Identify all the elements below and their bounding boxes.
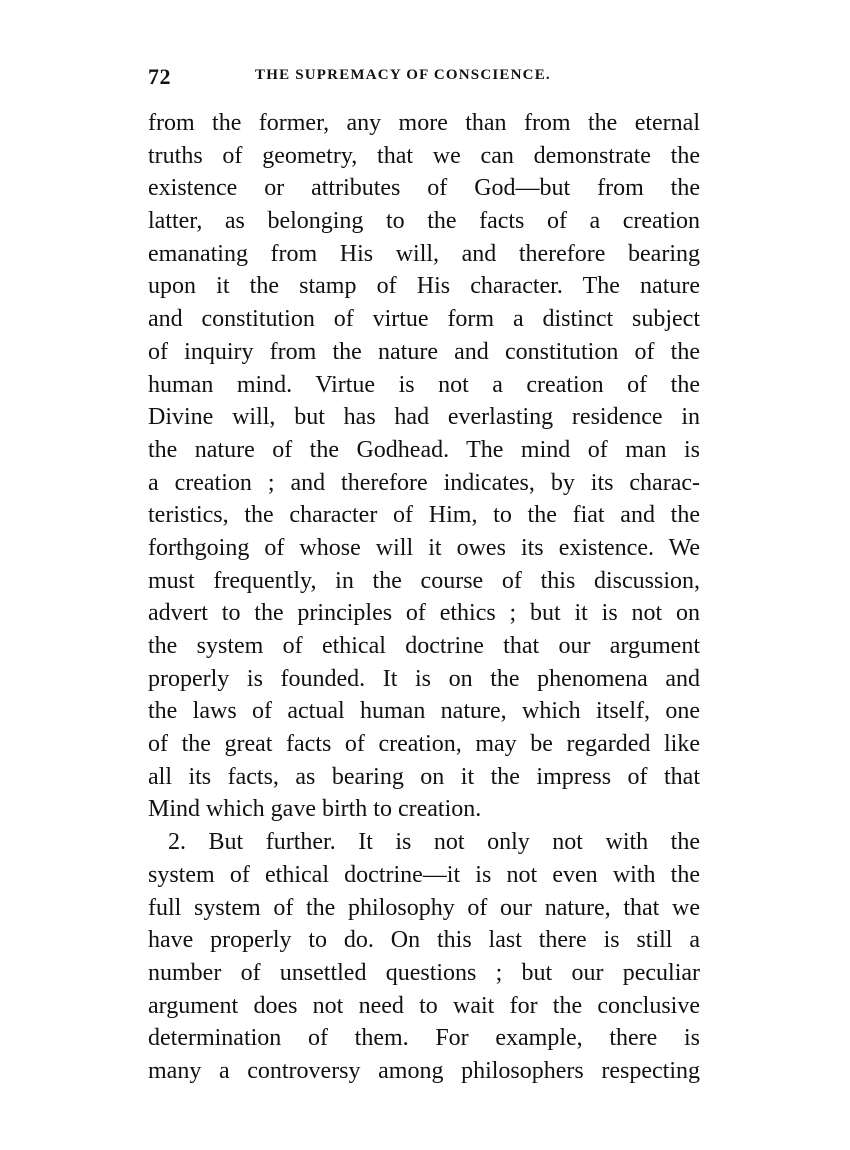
text-line: Divine will, but has had everlasting residence in — [148, 404, 700, 431]
text-line: argument does not need to wait for the conclusive — [148, 992, 700, 1019]
running-title: THE SUPREMACY OF CONSCIENCE. — [255, 67, 551, 83]
running-head — [148, 64, 700, 92]
text-line: truths of geometry, that we can demonstrate the — [148, 142, 700, 169]
text-line: number of unsettled questions ; but our peculiar — [148, 959, 700, 986]
text-line: determination of them. For example, there is — [148, 1025, 700, 1052]
text-line: existence or attributes of God—but from the — [148, 175, 700, 202]
text-line: the nature of the Godhead. The mind of man is — [148, 436, 700, 463]
text-line: of the great facts of creation, may be regarded like — [148, 731, 700, 758]
text-line: have properly to do. On this last there is still a — [148, 927, 700, 954]
body-text — [148, 107, 700, 1088]
text-line: upon it the stamp of His character. The nature — [148, 273, 700, 300]
text-line: many a controversy among philosophers respecting — [148, 1057, 700, 1084]
text-line: the laws of actual human nature, which itself, one — [148, 698, 700, 725]
text-line: from the former, any more than from the eternal — [148, 110, 700, 136]
text-line: full system of the philosophy of our nature, that we — [148, 894, 700, 921]
page-number: 72 — [148, 64, 171, 89]
text-line: latter, as belonging to the facts of a creation — [148, 208, 700, 235]
text-line: teristics, the character of Him, to the fiat and the — [148, 502, 700, 529]
paragraph-end-line: Mind which gave birth to creation. — [148, 796, 482, 823]
text-line: of inquiry from the nature and constitution of the — [148, 338, 700, 365]
text-line: the system of ethical doctrine that our argument — [148, 633, 700, 659]
text-line: advert to the principles of ethics ; but it is not on — [148, 600, 700, 627]
text-line: a creation ; and therefore indicates, by its charac- — [148, 469, 700, 496]
text-line: system of ethical doctrine—it is not even with the — [148, 861, 700, 888]
text-line: and constitution of virtue form a distinct subject — [148, 306, 700, 333]
text-line: must frequently, in the course of this discussion, — [148, 567, 700, 594]
text-line: forthgoing of whose will it owes its existence. We — [148, 534, 700, 561]
section-start-line: 2. But further. It is not only not with the — [168, 829, 700, 856]
text-line: emanating from His will, and therefore bearing — [148, 240, 700, 267]
text-line: human mind. Virtue is not a creation of the — [148, 371, 700, 398]
text-line: all its facts, as bearing on it the impress of that — [148, 763, 700, 790]
text-line: properly is founded. It is on the phenomena and — [148, 665, 700, 692]
